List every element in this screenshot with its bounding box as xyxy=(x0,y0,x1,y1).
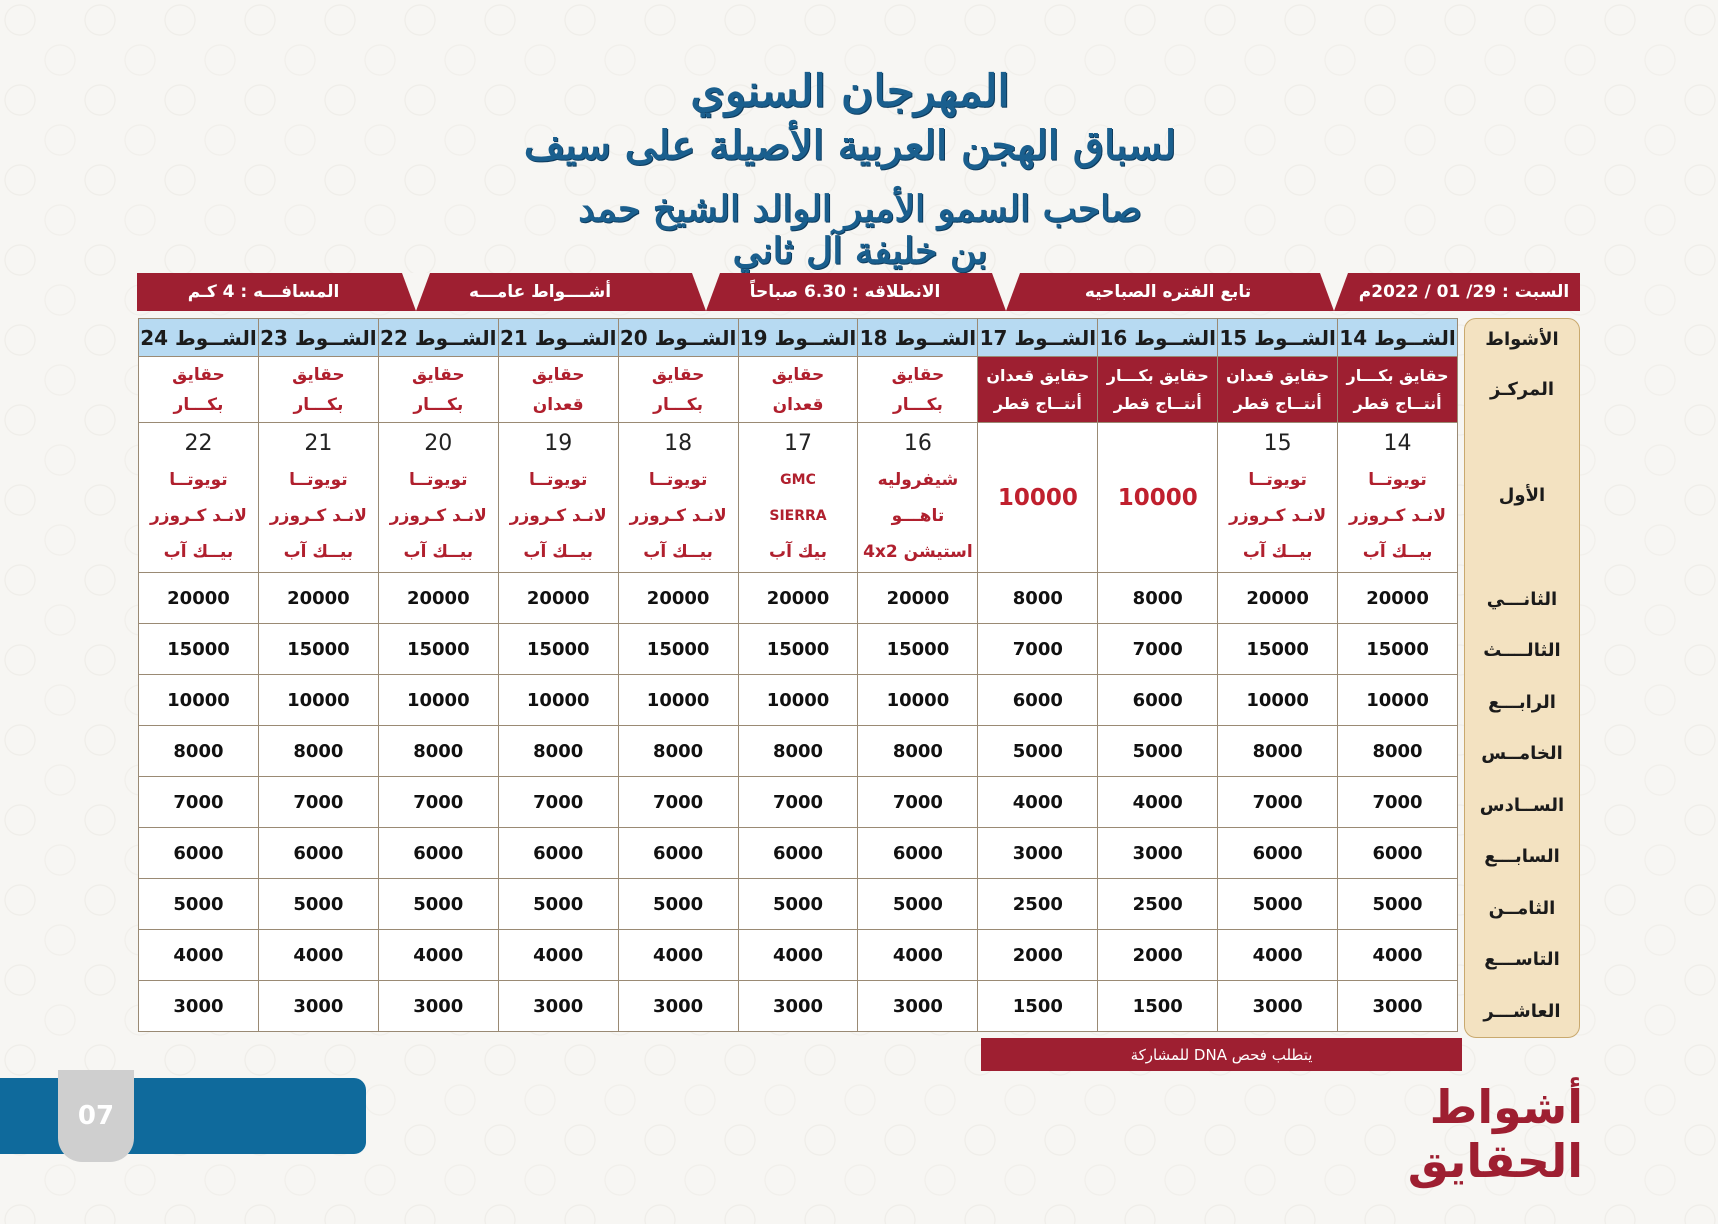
center-line-2: بكـــار xyxy=(892,394,943,415)
prize-cell: 4000 xyxy=(139,930,259,981)
round-header: الشــوط 23 xyxy=(258,319,378,357)
prize-cell: 3000 xyxy=(618,981,738,1032)
row-label-rounds: الأشواط xyxy=(1485,329,1559,350)
dna-note: يتطلب فحص DNA للمشاركة xyxy=(981,1038,1462,1071)
center-line-2: بكـــار xyxy=(173,394,224,415)
prize-cell: 10000 xyxy=(1218,675,1338,726)
car-type: بيــك آب xyxy=(283,541,354,562)
prize-cell: 7000 xyxy=(738,777,858,828)
car-number: 20 xyxy=(424,430,453,456)
row-label-ninth: التاســـع xyxy=(1484,949,1560,970)
prize-cell: 15000 xyxy=(139,624,259,675)
car-type: استيشن 4x2 xyxy=(863,541,973,562)
car-number: 18 xyxy=(664,430,693,456)
center-cell xyxy=(1098,357,1218,423)
car-model: لانـد كـروزر xyxy=(149,505,247,526)
prize-cell: 10000 xyxy=(1338,675,1458,726)
first-prize-cell xyxy=(738,423,858,573)
car-model: لانـد كـروزر xyxy=(389,505,487,526)
center-cell xyxy=(139,357,259,423)
prize-cell: 5000 xyxy=(378,879,498,930)
car-model: تاهـــو xyxy=(891,505,945,526)
car-number: 15 xyxy=(1263,430,1292,456)
first-prize-amount: 10000 xyxy=(997,484,1078,511)
center-line-1: حقايق قعدان xyxy=(1226,365,1330,385)
prize-cell: 6000 xyxy=(1338,828,1458,879)
row-label-third: الثالــــث xyxy=(1483,640,1561,661)
info-date: السبت : 29/ 01 / 2022م xyxy=(1358,282,1570,302)
prize-cell: 2500 xyxy=(978,879,1098,930)
first-prize-cell xyxy=(378,423,498,573)
row-label-second: الثانـــي xyxy=(1486,589,1558,610)
prize-cell: 1500 xyxy=(978,981,1098,1032)
first-prize-cell xyxy=(139,423,259,573)
prize-cell: 8000 xyxy=(1218,726,1338,777)
first-prize-cell xyxy=(1098,423,1218,573)
prize-cell: 3000 xyxy=(1338,981,1458,1032)
car-number: 21 xyxy=(304,430,333,456)
prize-cell: 4000 xyxy=(498,930,618,981)
prize-cell: 3000 xyxy=(498,981,618,1032)
center-cell xyxy=(1218,357,1338,423)
prize-cell: 8000 xyxy=(1338,726,1458,777)
prize-cell: 15000 xyxy=(618,624,738,675)
prize-cell: 5000 xyxy=(498,879,618,930)
prize-cell: 15000 xyxy=(258,624,378,675)
prize-cell: 5000 xyxy=(618,879,738,930)
prize-cell: 10000 xyxy=(498,675,618,726)
car-number: 16 xyxy=(903,430,932,456)
car-type: بيــك آب xyxy=(1242,541,1313,562)
prize-cell: 10000 xyxy=(139,675,259,726)
first-prize-cell xyxy=(978,423,1098,573)
title-line-1: المهرجان السنوي xyxy=(690,66,1010,117)
prize-cell: 8000 xyxy=(738,726,858,777)
prize-cell: 20000 xyxy=(139,573,259,624)
prize-cell: 4000 xyxy=(378,930,498,981)
page-title: أشواط الحقايق xyxy=(1407,1080,1583,1188)
first-prize-cell xyxy=(498,423,618,573)
car-type: بيــك آب xyxy=(403,541,474,562)
prize-cell: 3000 xyxy=(1218,981,1338,1032)
prize-cell: 20000 xyxy=(738,573,858,624)
row-label-tenth: العاشـــر xyxy=(1483,1001,1561,1022)
bar-divider xyxy=(692,273,720,311)
prize-cell: 7000 xyxy=(1098,624,1218,675)
car-model: لانـد كـروزر xyxy=(629,505,727,526)
prize-cell: 5000 xyxy=(978,726,1098,777)
center-line-1: حقايق قعدان xyxy=(986,365,1090,385)
center-line-1: حقايق xyxy=(771,364,825,385)
prize-cell: 5000 xyxy=(1338,879,1458,930)
prize-cell: 4000 xyxy=(1338,930,1458,981)
prize-cell: 15000 xyxy=(378,624,498,675)
center-line-1: حقايق xyxy=(292,364,345,385)
prize-cell: 15000 xyxy=(738,624,858,675)
prize-cell: 7000 xyxy=(378,777,498,828)
prize-cell: 6000 xyxy=(618,828,738,879)
prize-cell: 20000 xyxy=(1338,573,1458,624)
center-line-1: حقايق xyxy=(531,364,585,385)
bar-divider xyxy=(1320,273,1348,311)
first-prize-cell xyxy=(618,423,738,573)
car-make: تويوتــا xyxy=(289,469,348,490)
prize-cell: 8000 xyxy=(139,726,259,777)
prize-cell: 5000 xyxy=(139,879,259,930)
prize-cell: 10000 xyxy=(618,675,738,726)
prize-cell: 10000 xyxy=(378,675,498,726)
prize-cell: 4000 xyxy=(738,930,858,981)
page-bar xyxy=(0,1078,366,1154)
round-header: الشــوط 19 xyxy=(738,319,858,357)
prize-cell: 3000 xyxy=(1098,828,1218,879)
car-model: SIERRA xyxy=(769,507,827,524)
info-type: أشــــواط عامـــه xyxy=(468,282,612,302)
center-cell xyxy=(498,357,618,423)
first-prize-cell xyxy=(1338,423,1458,573)
prize-cell: 8000 xyxy=(618,726,738,777)
prize-cell: 7000 xyxy=(618,777,738,828)
prize-cell: 1500 xyxy=(1098,981,1218,1032)
prize-cell: 6000 xyxy=(1218,828,1338,879)
title-line-3: صاحب السمو الأمير الوالد الشيخ حمد بن خليفة آل ثاني xyxy=(578,188,1142,272)
car-model: لانـد كـروزر xyxy=(1229,505,1327,526)
prize-cell: 20000 xyxy=(858,573,978,624)
prize-cell: 8000 xyxy=(1098,573,1218,624)
prize-cell: 2000 xyxy=(978,930,1098,981)
prize-cell: 15000 xyxy=(1218,624,1338,675)
bar-divider xyxy=(402,273,430,311)
prize-cell: 6000 xyxy=(378,828,498,879)
prize-cell: 7000 xyxy=(139,777,259,828)
center-line-1: حقايق xyxy=(651,364,705,385)
car-make: تويوتــا xyxy=(648,469,708,490)
car-model: لانـد كـروزر xyxy=(269,505,367,526)
center-cell xyxy=(378,357,498,423)
car-make: شيفروليه xyxy=(877,469,959,490)
prize-cell: 10000 xyxy=(738,675,858,726)
prize-cell: 5000 xyxy=(1098,726,1218,777)
car-type: بيــك آب xyxy=(523,541,593,562)
prize-cell: 5000 xyxy=(258,879,378,930)
car-type: بيــك آب xyxy=(643,541,713,562)
prize-cell: 7000 xyxy=(1338,777,1458,828)
first-prize-cell xyxy=(1218,423,1338,573)
prize-cell: 8000 xyxy=(378,726,498,777)
info-distance: المسافـــه : 4 كـم xyxy=(187,282,340,302)
round-header: الشــوط 21 xyxy=(498,319,618,357)
row-label-seventh: السابـــع xyxy=(1484,846,1560,867)
center-line-2: بكـــار xyxy=(293,394,344,415)
prize-cell: 3000 xyxy=(738,981,858,1032)
prize-cell: 6000 xyxy=(858,828,978,879)
round-header: الشــوط 14 xyxy=(1338,319,1458,357)
center-cell xyxy=(858,357,978,423)
car-number: 17 xyxy=(784,430,813,456)
prize-cell: 15000 xyxy=(858,624,978,675)
car-make: تويوتــا xyxy=(1368,469,1427,490)
prize-cell: 5000 xyxy=(858,879,978,930)
row-label-column xyxy=(1464,318,1580,1038)
car-model: لانـد كـروزر xyxy=(509,505,607,526)
round-header: الشــوط 16 xyxy=(1098,319,1218,357)
round-header: الشــوط 20 xyxy=(618,319,738,357)
row-label-center: المركـز xyxy=(1489,379,1554,400)
prize-cell: 4000 xyxy=(1218,930,1338,981)
prize-cell: 8000 xyxy=(498,726,618,777)
prize-cell: 4000 xyxy=(858,930,978,981)
prize-cell: 20000 xyxy=(618,573,738,624)
car-type: بيــك آب xyxy=(1362,541,1433,562)
prize-cell: 6000 xyxy=(139,828,259,879)
center-line-1: حقايق بكـــار xyxy=(1106,365,1209,385)
prize-cell: 3000 xyxy=(858,981,978,1032)
prize-cell: 7000 xyxy=(1218,777,1338,828)
prize-cell: 3000 xyxy=(978,828,1098,879)
prize-cell: 3000 xyxy=(378,981,498,1032)
center-line-2: أنتــاج قطر xyxy=(1233,393,1322,413)
prize-cell: 15000 xyxy=(498,624,618,675)
row-label-fifth: الخامــس xyxy=(1481,743,1563,764)
center-line-2: أنتــاج قطر xyxy=(1353,393,1442,413)
prize-cell: 3000 xyxy=(258,981,378,1032)
center-line-2: بكـــار xyxy=(413,394,464,415)
row-label-sixth: الســادس xyxy=(1479,795,1565,816)
car-type: بيك آب xyxy=(769,541,827,562)
prize-cell: 4000 xyxy=(978,777,1098,828)
page-number: 07 xyxy=(58,1070,134,1162)
prize-cell: 2000 xyxy=(1098,930,1218,981)
center-line-1: حقايق xyxy=(412,364,465,385)
title-line-2: لسباق الهجن العربية الأصيلة على سيف xyxy=(523,122,1177,169)
prize-cell: 15000 xyxy=(1338,624,1458,675)
center-line-2: قعدان xyxy=(532,394,584,415)
round-header: الشــوط 22 xyxy=(378,319,498,357)
row-label-first: الأول xyxy=(1498,485,1546,506)
car-make: تويوتــا xyxy=(169,469,228,490)
row-label-eighth: الثامــن xyxy=(1488,898,1556,919)
prize-cell: 7000 xyxy=(498,777,618,828)
prize-cell: 6000 xyxy=(978,675,1098,726)
prize-cell: 20000 xyxy=(498,573,618,624)
first-prize-cell xyxy=(258,423,378,573)
prize-cell: 5000 xyxy=(738,879,858,930)
center-line-2: قعدان xyxy=(772,394,824,415)
prize-cell: 6000 xyxy=(738,828,858,879)
car-model: لانـد كـروزر xyxy=(1349,505,1447,526)
info-period: تابع الفتره الصباحيه xyxy=(1084,282,1252,302)
info-bar xyxy=(137,273,1580,311)
car-number: 22 xyxy=(184,430,213,456)
center-line-1: حقايق xyxy=(172,364,225,385)
prize-cell: 4000 xyxy=(1098,777,1218,828)
car-number: 19 xyxy=(544,430,573,456)
car-make: GMC xyxy=(780,471,816,488)
prize-cell: 10000 xyxy=(258,675,378,726)
center-line-2: أنتــاج قطر xyxy=(1113,393,1202,413)
prize-cell: 8000 xyxy=(978,573,1098,624)
center-line-1: حقايق xyxy=(891,364,945,385)
round-header: الشــوط 24 xyxy=(139,319,259,357)
prize-cell: 7000 xyxy=(258,777,378,828)
row-label-fourth: الرابـــع xyxy=(1488,692,1556,713)
info-start: الانطلاقه : 6.30 صباحاً xyxy=(749,282,941,302)
center-cell xyxy=(978,357,1098,423)
prize-cell: 8000 xyxy=(858,726,978,777)
prize-cell: 4000 xyxy=(258,930,378,981)
car-make: تويوتــا xyxy=(528,469,588,490)
center-cell xyxy=(618,357,738,423)
prize-table xyxy=(138,318,1458,1032)
prize-cell: 4000 xyxy=(618,930,738,981)
prize-cell: 5000 xyxy=(1218,879,1338,930)
center-line-2: أنتــاج قطر xyxy=(993,393,1082,413)
prize-cell: 7000 xyxy=(978,624,1098,675)
prize-cell: 20000 xyxy=(378,573,498,624)
prize-cell: 6000 xyxy=(498,828,618,879)
round-header: الشــوط 17 xyxy=(978,319,1098,357)
car-make: تويوتــا xyxy=(1248,469,1307,490)
car-make: تويوتــا xyxy=(409,469,468,490)
prize-cell: 20000 xyxy=(1218,573,1338,624)
center-cell xyxy=(1338,357,1458,423)
round-header: الشــوط 18 xyxy=(858,319,978,357)
round-header: الشــوط 15 xyxy=(1218,319,1338,357)
prize-cell: 7000 xyxy=(858,777,978,828)
first-prize-cell xyxy=(858,423,978,573)
center-line-1: حقايق بكـــار xyxy=(1346,365,1449,385)
first-prize-amount: 10000 xyxy=(1117,484,1198,511)
car-number: 14 xyxy=(1383,430,1412,456)
center-line-2: بكـــار xyxy=(653,394,704,415)
car-type: بيــك آب xyxy=(163,541,234,562)
prize-cell: 10000 xyxy=(858,675,978,726)
prize-cell: 3000 xyxy=(139,981,259,1032)
prize-cell: 6000 xyxy=(258,828,378,879)
prize-cell: 2500 xyxy=(1098,879,1218,930)
prize-cell: 8000 xyxy=(258,726,378,777)
center-cell xyxy=(738,357,858,423)
prize-cell: 20000 xyxy=(258,573,378,624)
prize-cell: 6000 xyxy=(1098,675,1218,726)
center-cell xyxy=(258,357,378,423)
bar-divider xyxy=(992,273,1020,311)
